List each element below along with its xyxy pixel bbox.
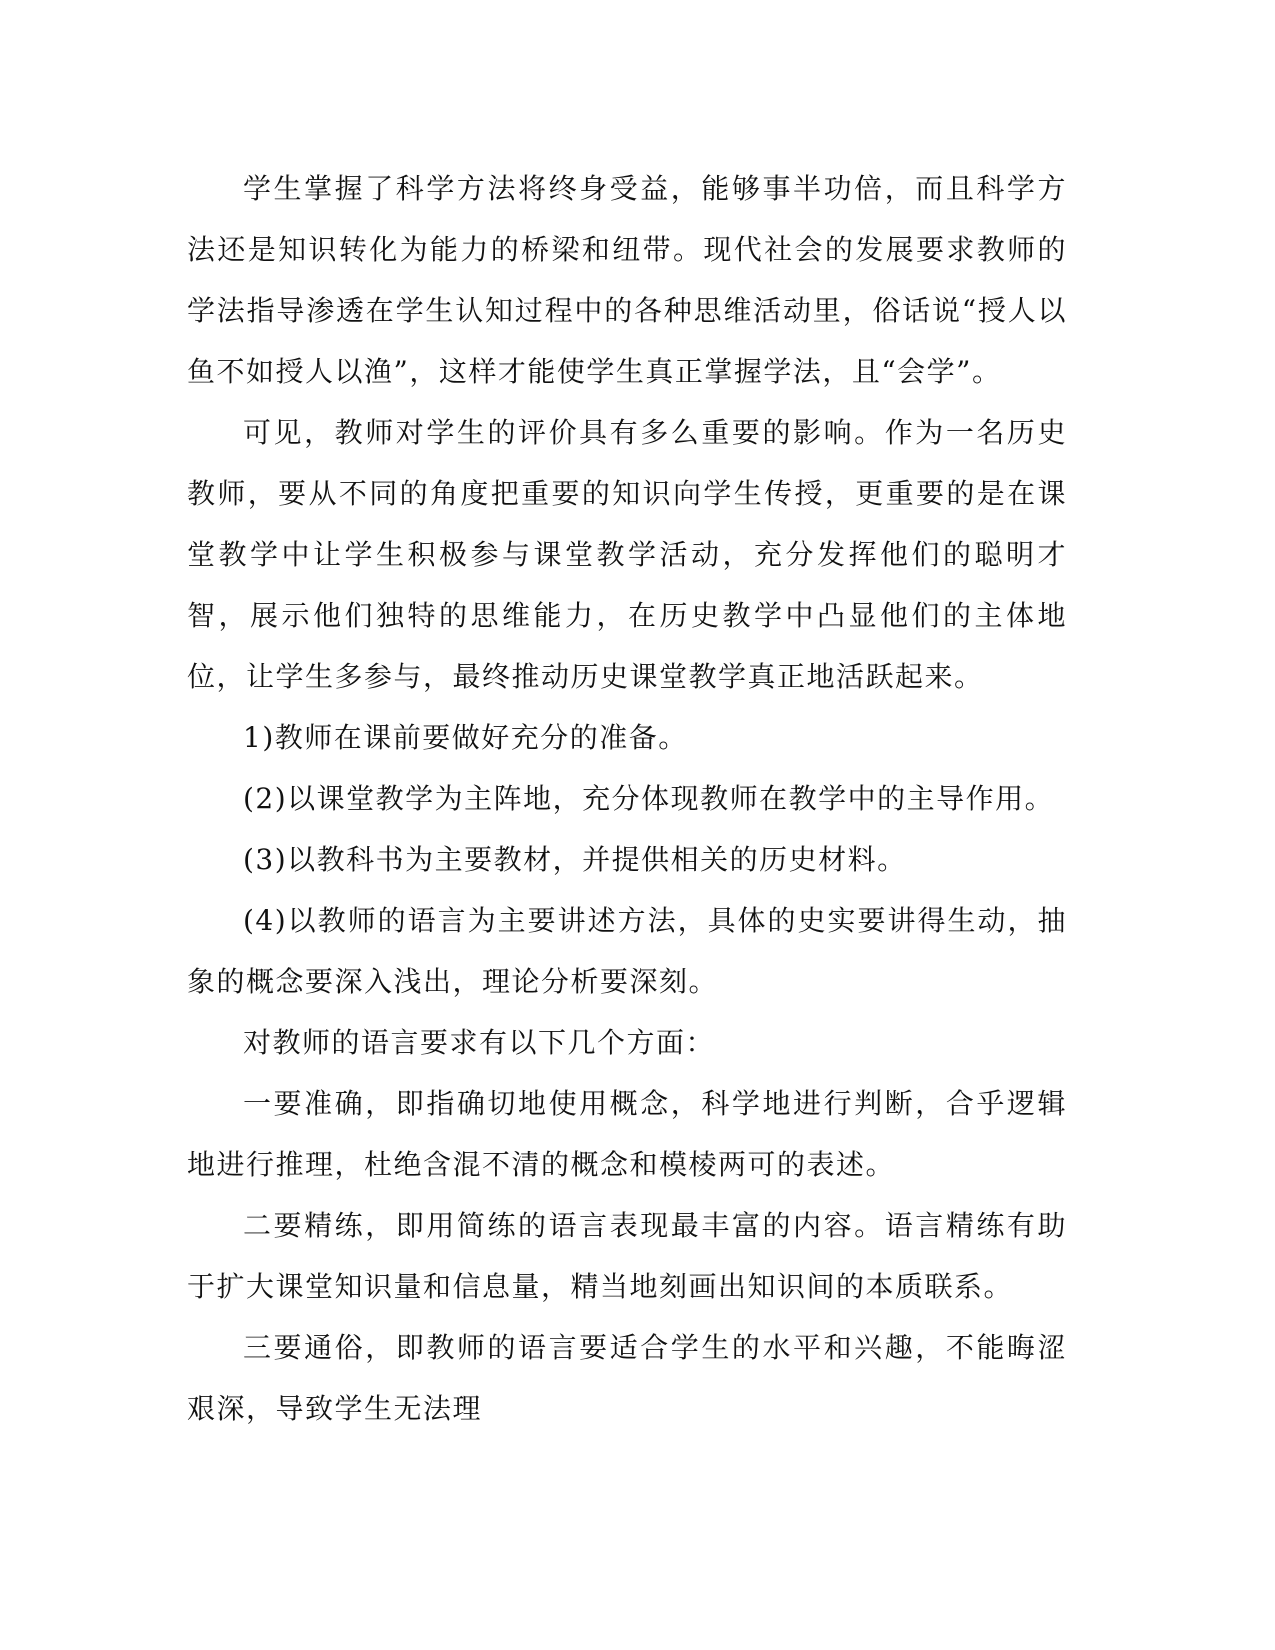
list-item-4: (4)以教师的语言为主要讲述方法，具体的史实要讲得生动，抽象的概念要深入浅出，理论分析要深刻。 [187, 904, 1067, 998]
paragraph-language-requirements: 对教师的语言要求有以下几个方面： [243, 1026, 716, 1059]
document-body [187, 158, 1067, 1439]
paragraph-accuracy: 一要准确，即指确切地使用概念，科学地进行判断，合乎逻辑地进行推理，杜绝含混不清的概念和模棱两可的表述。 [187, 1087, 1067, 1181]
paragraph-teacher-evaluation: 可见，教师对学生的评价具有多么重要的影响。作为一名历史教师，要从不同的角度把重要的知识向学生传授，更重要的是在课堂教学中让学生积极参与课堂教学活动，充分发挥他们的聪明才智，展示他们独特的思维能力，在历史教学中凸显他们的主体地位，让学生多参与，最终推动历史课堂教学真正地活跃起来。 [187, 416, 1067, 693]
paragraph-conciseness: 二要精练，即用简练的语言表现最丰富的内容。语言精练有助于扩大课堂知识量和信息量，精当地刻画出知识间的本质联系。 [187, 1209, 1067, 1303]
list-item-1: 1)教师在课前要做好充分的准备。 [243, 721, 688, 754]
list-item-3: (3)以教科书为主要教材，并提供相关的历史材料。 [243, 843, 907, 876]
paragraph-scientific-method: 学生掌握了科学方法将终身受益，能够事半功倍，而且科学方法还是知识转化为能力的桥梁和纽带。现代社会的发展要求教师的学法指导渗透在学生认知过程中的各种思维活动里，俗话说“授人以鱼不如授人以渔”，这样才能使学生真正掌握学法，且“会学”。 [187, 172, 1067, 388]
paragraph-accessibility: 三要通俗，即教师的语言要适合学生的水平和兴趣，不能晦涩艰深，导致学生无法理 [187, 1331, 1067, 1425]
list-item-2: (2)以课堂教学为主阵地，充分体现教师在教学中的主导作用。 [243, 782, 1055, 815]
